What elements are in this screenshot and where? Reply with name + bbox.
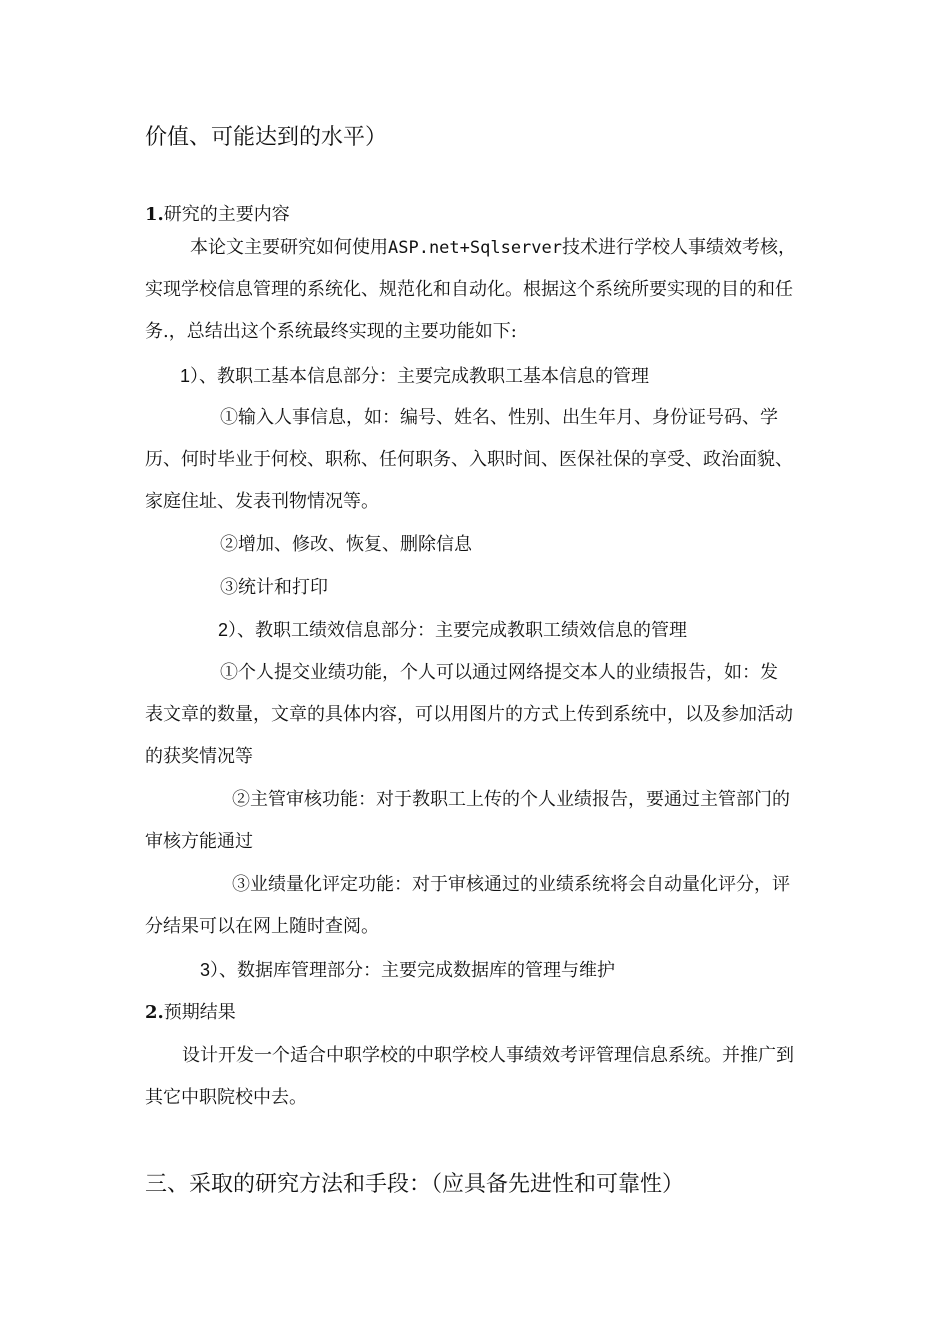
intro-line-1 <box>190 236 796 260</box>
section2-line1-text: 设计开发一个适合中职学校的中职学校人事绩效考评管理信息系统。并推广到 <box>182 1045 794 1066</box>
top-heading <box>145 124 387 152</box>
part2-text: 教职工绩效信息部分：主要完成教职工绩效信息的管理 <box>255 620 688 641</box>
part2-item1-line3 <box>145 745 253 769</box>
part2-item3-line2-text: 分结果可以在网上随时查阅。 <box>145 916 379 937</box>
section3-heading <box>145 1171 684 1199</box>
part2-item2-line1-text: ②主管审核功能：对于教职工上传的个人业绩报告，要通过主管部门的 <box>232 789 790 810</box>
part1-item2-text: ②增加、修改、恢复、删除信息 <box>220 534 472 555</box>
part1-item3 <box>220 576 328 600</box>
section2-title <box>145 1001 236 1025</box>
part2-item1-line1-text: ①个人提交业绩功能，个人可以通过网络提交本人的业绩报告，如：发 <box>220 662 778 683</box>
part2-item1-line2 <box>145 703 793 727</box>
part1-item1-line3 <box>145 490 379 514</box>
part2-item2-line2-text: 审核方能通过 <box>145 831 253 852</box>
part2-item3-line2 <box>145 915 379 939</box>
section2-title-text: 预期结果 <box>163 1002 236 1023</box>
part2-item2-line1 <box>232 788 790 812</box>
part1-item2 <box>220 533 472 557</box>
part1-item1-line1-text: ①输入人事信息，如：编号、姓名、性别、出生年月、身份证号码、学 <box>220 407 778 428</box>
part1-text: 教职工基本信息部分：主要完成教职工基本信息的管理 <box>217 366 650 387</box>
intro-line-2 <box>145 278 793 302</box>
part1-item3-text: ③统计和打印 <box>220 577 328 598</box>
intro-line-3 <box>145 320 517 344</box>
part2-label: 2）、 <box>218 620 256 640</box>
part1-item1-line1 <box>220 406 778 430</box>
intro-line-1b: 技术进行学校人事绩效考核， <box>562 237 796 258</box>
section2-line2 <box>145 1086 307 1110</box>
part2-item3-line1-text: ③业绩量化评定功能：对于审核通过的业绩系统将会自动量化评分，评 <box>232 874 790 895</box>
intro-line-2-text: 实现学校信息管理的系统化、规范化和自动化。根据这个系统所要实现的目的和任 <box>145 279 793 300</box>
part2-item3-line1 <box>232 873 790 897</box>
intro-line-3-text: 务.，总结出这个系统最终实现的主要功能如下: <box>145 321 517 342</box>
part1-item1-line3-text: 家庭住址、发表刊物情况等。 <box>145 491 379 512</box>
part1-heading <box>180 364 649 389</box>
intro-tech: ASP.net+Sqlserver <box>388 238 562 258</box>
part1-item1-line2-text: 历、何时毕业于何校、职称、任何职务、入职时间、医保社保的享受、政治面貌、 <box>145 449 793 470</box>
part2-item1-line3-text: 的获奖情况等 <box>145 746 253 767</box>
section2-number: 2. <box>145 1002 164 1023</box>
part2-item1-line2-text: 表文章的数量，文章的具体内容，可以用图片的方式上传到系统中，以及参加活动 <box>145 704 793 725</box>
section1-number: 1. <box>145 204 164 225</box>
top-heading-text: 价值、可能达到的水平） <box>145 125 388 150</box>
part2-item2-line2 <box>145 830 253 854</box>
section1-title-text: 研究的主要内容 <box>163 204 290 225</box>
part1-label: 1）、 <box>180 366 218 386</box>
part2-heading <box>218 618 687 643</box>
part2-item1-line1 <box>220 661 778 685</box>
section3-heading-text: 三、采取的研究方法和手段：（应具备先进性和可靠性） <box>145 1172 685 1197</box>
part3-heading <box>200 958 615 983</box>
part1-item1-line2 <box>145 448 793 472</box>
intro-line-1a: 本论文主要研究如何使用 <box>190 237 388 258</box>
section1-title <box>145 203 290 227</box>
part3-text: 数据库管理部分：主要完成数据库的管理与维护 <box>237 960 616 981</box>
section2-line2-text: 其它中职院校中去。 <box>145 1087 307 1108</box>
section2-line1 <box>182 1044 794 1068</box>
part3-label: 3）、 <box>200 960 238 980</box>
